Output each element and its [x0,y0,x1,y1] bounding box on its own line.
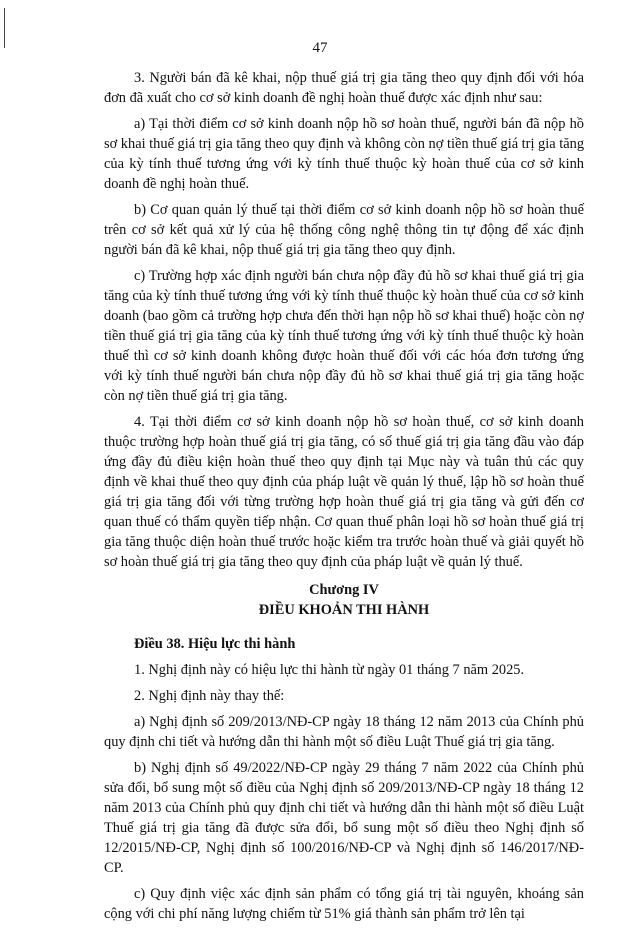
paragraph-3b: b) Cơ quan quản lý thuế tại thời điểm cơ sở kinh doanh nộp hồ sơ hoàn thuế trên cơ sở kết quả xử lý của hệ thống công nghệ thông tin tự động để xác định người bán đã kê khai, nộp thuế giá trị gia tăng theo quy định. [104,202,584,258]
clause-2a: a) Nghị định số 209/2013/NĐ-CP ngày 18 tháng 12 năm 2013 của Chính phủ quy định chi tiết và hướng dẫn thi hành một số điều Luật Thuế giá trị gia tăng. [104,714,584,750]
paragraph-3a: a) Tại thời điểm cơ sở kinh doanh nộp hồ sơ hoàn thuế, người bán đã nộp hồ sơ khai thuế giá trị gia tăng theo quy định và không còn nợ tiền thuế giá trị gia tăng của kỳ tính thuế tương ứng với kỳ tính thuế thuộc kỳ hoàn thuế của cơ sở kinh doanh đề nghị hoàn thuế. [104,116,585,192]
paragraph-4: 4. Tại thời điểm cơ sở kinh doanh nộp hồ sơ hoàn thuế, cơ sở kinh doanh thuộc trường hợp hoàn thuế giá trị gia tăng, có số thuế giá trị gia tăng đầu vào đáp ứng đầy đủ điều kiện hoàn thuế theo quy định tại Mục này và tuân thủ các quy định về khai thuế theo quy định của pháp luật về quản lý thuế, lập hồ sơ hoàn thuế giá trị gia tăng đối với từng trường hợp hoàn thuế giá trị gia tăng và gửi đến cơ quan thuế có thẩm quyền tiếp nhận. Cơ quan thuế phân loại hồ sơ hoàn thuế giá trị gia tăng thuộc diện hoàn thuế trước hoặc kiểm tra trước hoàn thuế và giải quyết hồ sơ hoàn thuế giá trị gia tăng theo quy định của pháp luật về quản lý thuế. [104,414,584,570]
chapter-title: ĐIỀU KHOẢN THI HÀNH [258,602,430,618]
clause-2: 2. Nghị định này thay thế: [134,688,285,704]
article-title: Điều 38. Hiệu lực thi hành [134,636,296,652]
clause-2c: c) Quy định việc xác định sản phẩm có tổng giá trị tài nguyên, khoáng sản cộng với chi phí năng lượng chiếm từ 51% giá thành sản phẩm trở lên tại [104,886,584,922]
clause-1: 1. Nghị định này có hiệu lực thi hành từ ngày 01 tháng 7 năm 2025. [134,662,525,678]
chapter-heading [104,580,584,620]
chapter-number: Chương IV [309,582,379,598]
document-body [104,68,584,930]
page-number: 47 [312,40,328,56]
clause-2b: b) Nghị định số 49/2022/NĐ-CP ngày 29 tháng 7 năm 2022 của Chính phủ sửa đổi, bổ sung một số điều của Nghị định số 209/2013/NĐ-CP ngày 18 tháng 12 năm 2013 của Chính phủ quy định chi tiết và hướng dẫn thi hành một số điều Luật Thuế giá trị gia tăng đã được sửa đổi, bổ sung một số điều theo Nghị định số 12/2015/NĐ-CP, Nghị định số 100/2016/NĐ-CP và Nghị định số 146/2017/NĐ-CP. [104,760,584,876]
paragraph-3c: c) Trường hợp xác định người bán chưa nộp đầy đủ hồ sơ khai thuế giá trị gia tăng của kỳ tính thuế tương ứng với kỳ tính thuế thuộc kỳ hoàn thuế của cơ sở kinh doanh (bao gồm cả trường hợp chưa đến thời hạn nộp hồ sơ khai thuế) hoặc còn nợ tiền thuế giá trị gia tăng của kỳ tính thuế tương ứng với kỳ tính thuế thuộc kỳ hoàn thuế thì cơ sở kinh doanh không được hoàn thuế đối với các hóa đơn tương ứng với kỳ tính thuế người bán chưa nộp đầy đủ hồ sơ khai thuế giá trị gia tăng hoặc còn nợ tiền thuế giá trị gia tăng. [104,268,584,404]
paragraph-3: 3. Người bán đã kê khai, nộp thuế giá trị gia tăng theo quy định đối với hóa đơn đã xuất cho cơ sở kinh doanh đề nghị hoàn thuế được xác định như sau: [104,70,584,106]
